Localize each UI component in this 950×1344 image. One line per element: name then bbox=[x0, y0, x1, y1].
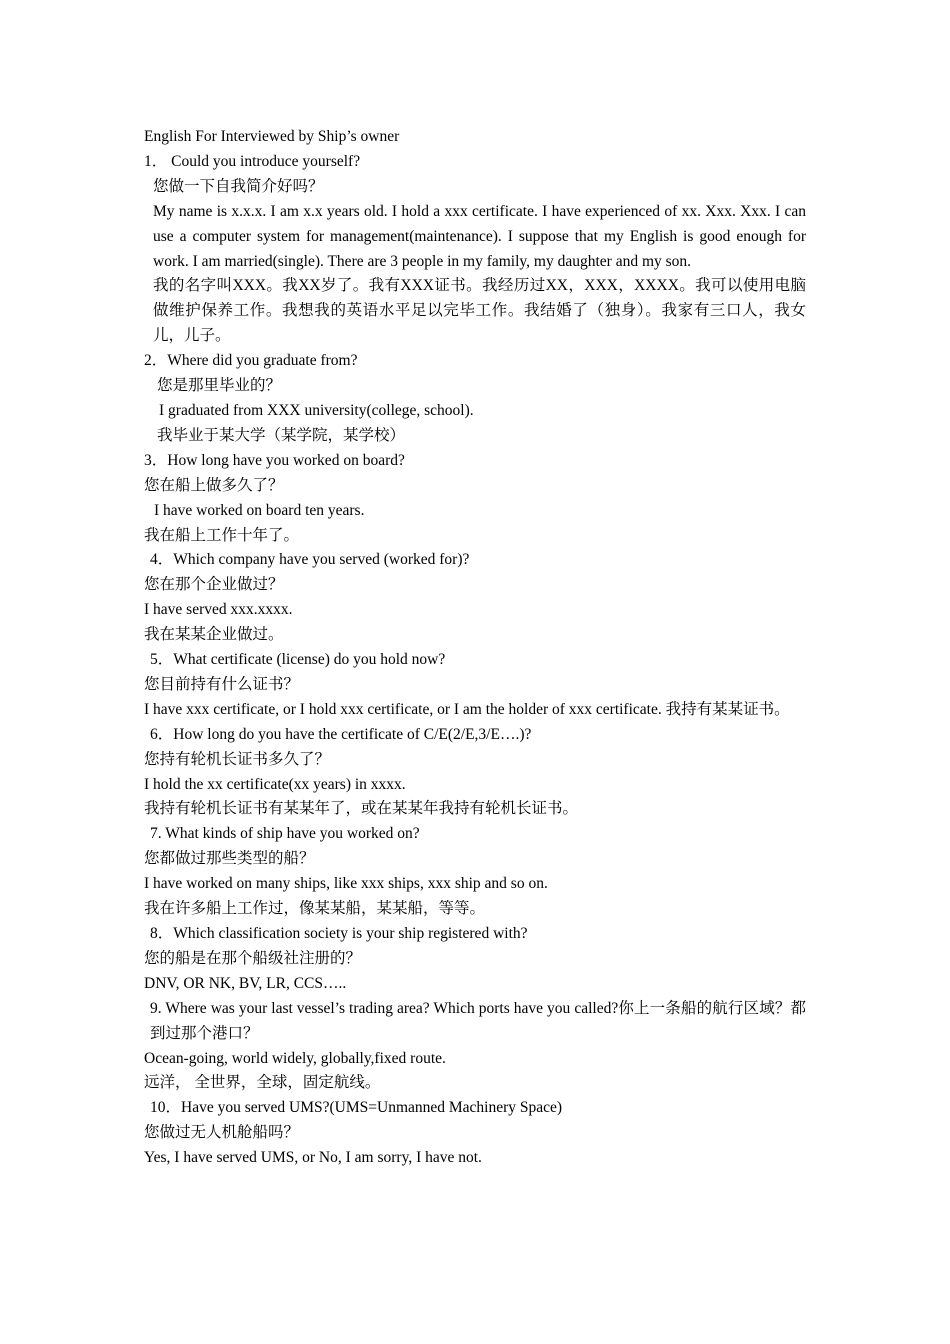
answer-4-zh: 我在某某企业做过。 bbox=[144, 626, 284, 644]
question-2: 2．Where did you graduate from? bbox=[144, 352, 358, 370]
question-2-zh: 您是那里毕业的？ bbox=[157, 377, 282, 395]
answer-6: I hold the xx certificate(xx years) in xxxx. bbox=[144, 775, 406, 793]
answer-7-zh: 我在许多船上工作过，像某某船，某某船，等等。 bbox=[144, 900, 486, 918]
question-6-zh: 您持有轮机长证书多久了？ bbox=[144, 750, 331, 768]
question-3: 3．How long have you worked on board? bbox=[144, 451, 405, 469]
answer-6-zh: 我持有轮机长证书有某某年了，或在某某年我持有轮机长证书。 bbox=[144, 800, 579, 818]
document-body bbox=[144, 125, 806, 1171]
question-6: 6．How long do you have the certificate of C/E(2/E,3/E….)? bbox=[150, 725, 532, 743]
answer-2-zh: 我毕业于某大学（某学院，某学校） bbox=[157, 426, 406, 444]
question-5-zh: 您目前持有什么证书？ bbox=[144, 675, 300, 693]
answer-9-zh: 远洋， 全世界，全球，固定航线。 bbox=[144, 1074, 381, 1092]
question-9: 9. Where was your last vessel’s trading area? Which ports have you called?你上一条船的航行区域？都到过那个港口？ bbox=[150, 999, 806, 1042]
question-8: 8．Which classification society is your ship registered with? bbox=[150, 925, 528, 942]
answer-8: DNV, OR NK, BV, LR, CCS….. bbox=[144, 974, 347, 992]
question-7-zh: 您都做过那些类型的船？ bbox=[144, 850, 315, 868]
question-1-zh: 您做一下自我简介好吗？ bbox=[153, 177, 324, 195]
answer-10: Yes, I have served UMS, or No, I am sorry, I have not. bbox=[144, 1149, 482, 1167]
answer-5: I have xxx certificate, or I hold xxx certificate, or I am the holder of xxx certificate. 我持有某某证书。 bbox=[144, 700, 790, 718]
answer-1: My name is x.x.x. I am x.x years old. I hold a xxx certificate. I have experienced of xx. Xxx. Xxx. I can use a computer system for management(maintenance). I suppose that my English is good enough for work. I am married(single). There are 3 people in my family, my daughter and my son. bbox=[153, 202, 806, 270]
question-7: 7. What kinds of ship have you worked on? bbox=[150, 825, 420, 843]
answer-4: I have served xxx.xxxx. bbox=[144, 601, 293, 619]
document-title: English For Interviewed by Ship’s owner bbox=[144, 128, 400, 145]
question-1: 1． Could you introduce yourself? bbox=[144, 152, 361, 170]
question-5: 5．What certificate (license) do you hold now? bbox=[150, 651, 446, 669]
question-10: 10．Have you served UMS?(UMS=Unmanned Machinery Space) bbox=[150, 1099, 563, 1117]
answer-1-zh: 我的名字叫XXX。我XX岁了。我有XXX证书。我经历过XX，XXX，XXXX。我可以使用电脑做维护保养工作。我想我的英语水平足以完毕工作。我结婚了（独身）。我家有三口人，我女儿，儿子。 bbox=[153, 277, 806, 345]
question-10-zh: 您做过无人机舱船吗？ bbox=[144, 1124, 300, 1142]
question-4-zh: 您在那个企业做过？ bbox=[144, 576, 284, 594]
answer-3: I have worked on board ten years. bbox=[154, 501, 365, 519]
answer-9: Ocean-going, world widely, globally,fixed route. bbox=[144, 1049, 446, 1067]
question-8-zh: 您的船是在那个船级社注册的？ bbox=[144, 949, 362, 967]
answer-2: I graduated from XXX university(college, school). bbox=[159, 401, 474, 419]
question-4: 4．Which company have you served (worked for)? bbox=[150, 551, 470, 569]
question-3-zh: 您在船上做多久了？ bbox=[144, 476, 284, 494]
answer-7: I have worked on many ships, like xxx ships, xxx ship and so on. bbox=[144, 875, 548, 893]
answer-3-zh: 我在船上工作十年了。 bbox=[144, 526, 300, 544]
